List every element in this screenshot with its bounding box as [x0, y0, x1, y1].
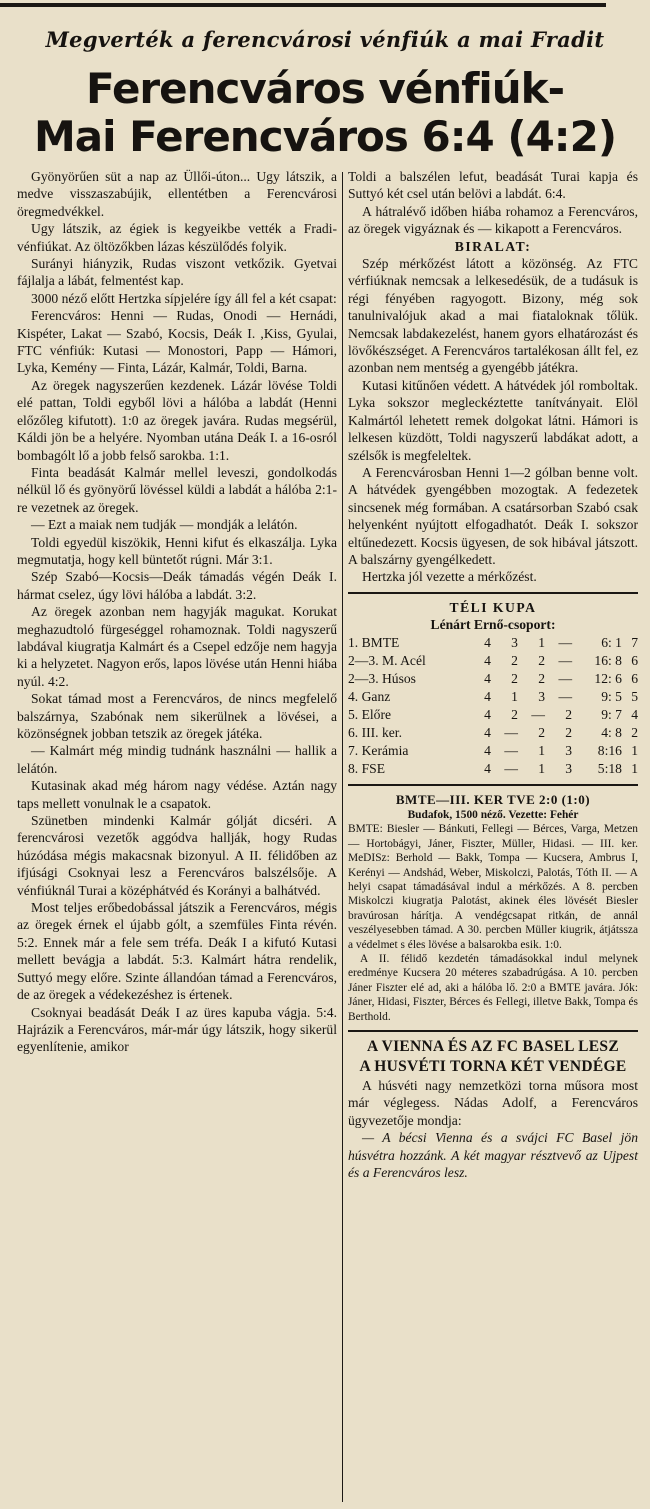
standings-cell: 2 [538, 652, 546, 668]
standings-cell: 3 [565, 742, 573, 758]
team-name: 1. BMTE [348, 634, 400, 650]
standings-cell: 4 [484, 634, 491, 650]
match-text: BMTE: Biesler — Bánkuti, Fellegi — Bérces, Varga, Metzen — Hortobágyi, Jáner, Fiszter, Müller, Hidasi. — III. ker. MeDISz: Berhold — Bakk, Tompa — Kucsera, Ambrus I, Kerényi — Andshád, Weber, Miskolczi, Palotás, Tóth II. — A helyi csapat támadásával indul a mérkőzés. A 8. percben Miskolczi kiugratja Palotást, akinek éles lövését Biesler bravúrosan hárítja. A vendégcsapat ritkán, de annál veszélyesebben támad. A 30. percben Müller kiugrik, átjátssza a védelmet s éles lövése a balsarokba esik. 1:0. [348, 823, 638, 951]
standings-cell: 6 [631, 652, 638, 668]
standings-cell: 2 [538, 724, 546, 740]
team-name: 8. FSE [348, 760, 386, 776]
headline-line-1: Ferencváros vénfiúk- [85, 64, 565, 113]
standings-table [348, 634, 638, 778]
standings-cell: 1 [631, 760, 638, 776]
quote: — Ezt a maiak nem tudják — mondják a lelátón. [31, 517, 298, 533]
team-name: 5. Előre [348, 706, 392, 722]
paragraph: A húsvéti nagy nemzetközi torna műsora most már véglegess. Nádas Adolf, a Ferencváros ügyvezetője mondja: [348, 1078, 638, 1128]
standings-cell: 1 [538, 634, 546, 650]
quote: — A bécsi Vienna és a svájci FC Basel jön húsvétra hozzánk. A két magyar résztvevő az Ujpest és a Ferencváros lesz. [348, 1130, 638, 1181]
section-title-biralat: BIRALAT: [454, 238, 532, 254]
standings-cell: 16: 8 [594, 652, 622, 668]
standings-row [348, 742, 638, 760]
match-title: BMTE—III. KER TVE 2:0 (1:0) [395, 791, 591, 807]
standings-cell: 2 [511, 652, 518, 668]
standings-cell: 1 [538, 760, 546, 776]
paragraph: Szép mérkőzést látott a közönség. Az FTC vérfiúknak nemcsak a lelkesedésük, de a tudásuk is régi fényében ragyogott. Bizony, még sok tanulnivalójuk akad a mai fiataloknak tőlük. Nemcsak labdakezelést, hanem gyors elhatározást és lövőkészséget. A Ferencváros tartalékosan állt fel, ez azonban nem mentség a gyengébb játékra. [348, 256, 638, 376]
standings-cell: 9: 7 [601, 706, 622, 722]
standings-cell: 3 [538, 688, 546, 704]
standings-cell: 2 [511, 670, 518, 686]
standings-cell: 4 [484, 742, 491, 758]
section-title-teli-kupa: TÉLI KUPA [449, 599, 537, 615]
team-name: 2—3. M. Acél [348, 652, 426, 668]
paragraph: Szép Szabó—Kocsis—Deák támadás végén Deák I. hármat cselez, úgy lövi hálóba a labdát. 3:2. [17, 569, 337, 602]
standings-cell: 4 [484, 724, 491, 740]
standings-cell: 5 [631, 688, 638, 704]
standings-cell: 4 [631, 706, 638, 722]
standings-cell: 3 [511, 634, 518, 650]
paragraph: A hátralévő időben hiába rohamoz a Ferencváros, az öregek vigyáznak és — kikapott a Ferencváros. [348, 203, 638, 237]
standings-cell: 3 [565, 760, 573, 776]
vienna-headline-2: A HUSVÉTI TORNA KÉT VENDÉGE [359, 1058, 627, 1076]
standings-cell: 4 [484, 760, 491, 776]
vienna-headline-1: A VIENNA ÉS AZ FC BASEL LESZ [367, 1038, 619, 1056]
standings-cell: 4 [484, 688, 491, 704]
match-text-2: A II. félidő kezdetén támadásokkal indul melynek eredménye Kucsera 20 méteres szabadrúgása. A 10. percben Jáner Fiszter elé ad, aki a hálóba lő. 2:0 a BMTE javára. Jók: Jáner, Hidasi, Fiszter, Bérces és Fellegi, illetve Bakk, Tompa és Berthold. [348, 953, 638, 1023]
standings-cell: — [531, 706, 546, 722]
team-name: 4. Ganz [348, 688, 391, 704]
standings-cell: 6 [631, 670, 638, 686]
paragraph: 3000 néző előtt Hertzka sípjelére így áll fel a két csapat: [31, 290, 337, 306]
paragraph: Szünetben mindenki Kalmár gólját dicséri. A ferencvárosi vezetők aggódva hallják, hogy Rudas húzódása mégis makacsnak bizonyul. A II. félidőben az ifjúsági Csoknyai lesz a Ferencváros balszélsője. A vénfiúknál Turai a középhátvéd és Korányi a balhátvéd. [17, 813, 337, 898]
separator-rule [348, 784, 638, 786]
lineups: Ferencváros: Henni — Rudas, Onodi — Hernádi, Kispéter, Lakat — Szabó, Kocsis, Deák I. ,Kiss, Gyulai, FTC vénfiúk: Kutasi — Monostori, Papp — Hámori, Lyka, Kemény — Finta, Lázár, Kalmár, Toldi, Barna. [17, 308, 337, 376]
paragraph: Kutasinak akad még három nagy védése. Aztán nagy taps mellett vonulnak le a csapatok. [17, 778, 337, 811]
standings-cell: 2 [565, 724, 573, 740]
standings-cell: 2 [538, 670, 546, 686]
standings-cell: 2 [511, 706, 518, 722]
paragraph: Sokat támad most a Ferencváros, de nincs megfelelő balszárnya, Szabónak nem sikerülnek a lövései, a közönségnek jobban tetszik az öregek játéka. [17, 691, 337, 741]
standings-cell: — [504, 724, 518, 740]
paragraph: Gyönyörűen süt a nap az Üllői-úton... Ugy látszik, a medve visszaszabújik, ellentétben a Ferencvárosi öregmedvékkel. [17, 169, 337, 219]
paragraph: Toldi egyedül kiszökik, Henni kifut és elkaszálja. Lyka megmutatja, hogy kell büntetőt rúgni. Már 3:1. [17, 534, 337, 567]
standings-cell: 4: 8 [601, 724, 622, 740]
standings-row [348, 652, 638, 670]
paragraph: Az öregek azonban nem hagyják magukat. Korukat meghazudtoló fürgeséggel rohamoznak. Toldi nagyszerű labdával kiugratja Kalmárt és a Csepel edzője nem hagyja ki a helyzetet. Nagyon erős, lapos lövése után Henni hiába nyúl. 4:2. [17, 604, 337, 689]
paragraph: Toldi a balszélen lefut, beadását Turai kapja és Suttyó két csel után belövi a labdát. 6:4. [348, 169, 638, 202]
standings-row [348, 760, 638, 778]
standings-cell: — [558, 670, 573, 686]
kicker: Megverték a ferencvárosi vénfiúk a mai Fradit [45, 27, 605, 52]
standings-cell: — [558, 634, 573, 650]
standings-cell: 7 [631, 634, 638, 650]
paragraph: Surányi hiányzik, Rudas viszont vetkőzik. Gyetvai fájlalja a lábát, felmentést kap. [17, 256, 337, 289]
team-name: 6. III. ker. [348, 724, 402, 740]
match-location: Budafok, 1500 néző. Vezette: Fehér [407, 808, 579, 821]
standings-cell: 1 [511, 688, 518, 704]
standings-cell: 9: 5 [601, 688, 622, 704]
standings-cell: 4 [484, 652, 491, 668]
standings-row [348, 670, 638, 688]
standings-row [348, 724, 638, 742]
paragraph: Most teljes erőbedobással játszik a Ferencváros, mégis az öregek érnek el újabb gólt, a szemfüles Finta révén. 5:2. Ennek már a fele sem tréfa. Deák I a kifutó Kutasi mellett bevágja a labdát. 5:3. Kalmárt hátra rendelik, Suttyó megy előre. Szinte állandóan támad a Ferencváros, de az öregek a védekezéshez is értenek. [17, 900, 337, 1003]
separator-rule [348, 592, 638, 594]
standings-cell: 12: 6 [594, 670, 622, 686]
standings-cell: 4 [484, 670, 491, 686]
paragraph: Az öregek nagyszerűen kezdenek. Lázár lövése Toldi elé pattan, Toldi egyből lövi a hálóba a labdát (Henni előzőleg kifutott). 1:0 az öregek javára. Rudas megsérül, Káldi jön be a helyére. Nyomban utána Deák I. a 16-osról bombagólt lő a jobb felső sarokba. 1:1. [17, 377, 337, 463]
paragraph: Ugy látszik, az égiek is kegyeikbe vették a Fradi-vénfiúkat. Az öltözőkben lázas készülődés folyik. [17, 221, 337, 254]
paragraph: Hertzka jól vezette a mérkőzést. [362, 569, 537, 585]
separator-rule [348, 1030, 638, 1032]
right-column [348, 168, 638, 1182]
group-title: Lénárt Ernő-csoport: [430, 617, 556, 633]
standings-row [348, 688, 638, 706]
left-column [17, 168, 337, 1056]
paragraph: A Ferencvárosban Henni 1—2 gólban benne volt. A hátvédek gyengébben mozogtak. A fedezetek sincsenek még formában. A csatársorban Szabó csak helyenként nyújtott elfogadhatót. Deák I. sokszor eltűnedezett. Kocsis ügyesen, de sok hibával játszott. A balszárny gyengélkedett. [348, 464, 638, 567]
standings-cell: 1 [538, 742, 546, 758]
standings-cell: 1 [631, 742, 638, 758]
top-rule [0, 3, 606, 7]
standings-cell: — [558, 652, 573, 668]
quote: — Kalmárt még mindig tudnánk használni — hallik a lelátón. [17, 743, 337, 776]
standings-cell: — [504, 742, 518, 758]
standings-cell: 2 [631, 724, 638, 740]
standings-row [348, 634, 638, 652]
column-divider [342, 172, 343, 1502]
paragraph: Kutasi kitűnően védett. A hátvédek jól romboltak. Lyka sokszor megleckéztette tanítványait. Elöl Kalmártól lehetett remek dolgokat látni. Hámori is lelkesen küzdött, Toldi nagyszerű labdákat adott, a szélsők is megfeleltek. [348, 377, 638, 463]
standings-cell: — [558, 688, 573, 704]
standings-cell: 6: 1 [601, 634, 622, 650]
team-name: 2—3. Húsos [348, 670, 416, 686]
standings-cell: 5:18 [597, 760, 622, 776]
paragraph: Csoknyai beadását Deák I az üres kapuba vágja. 5:4. Hajrázik a Ferencváros, már-már úgy látszik, hogy sikerül egyenlítenie, amikor [17, 1004, 337, 1055]
standings-cell: 8:16 [597, 742, 622, 758]
standings-cell: 2 [565, 706, 573, 722]
standings-cell: 4 [484, 706, 491, 722]
headline-line-2: Mai Ferencváros 6:4 (4:2) [33, 112, 617, 161]
paragraph: Finta beadását Kalmár mellel leveszi, gondolkodás nélkül lő és gyönyörű lövéssel küldi a labdát a hálóba 2:1-re vezetnek az öregek. [17, 464, 337, 515]
team-name: 7. Kerámia [348, 742, 409, 758]
standings-cell: — [504, 760, 518, 776]
standings-row [348, 706, 638, 724]
